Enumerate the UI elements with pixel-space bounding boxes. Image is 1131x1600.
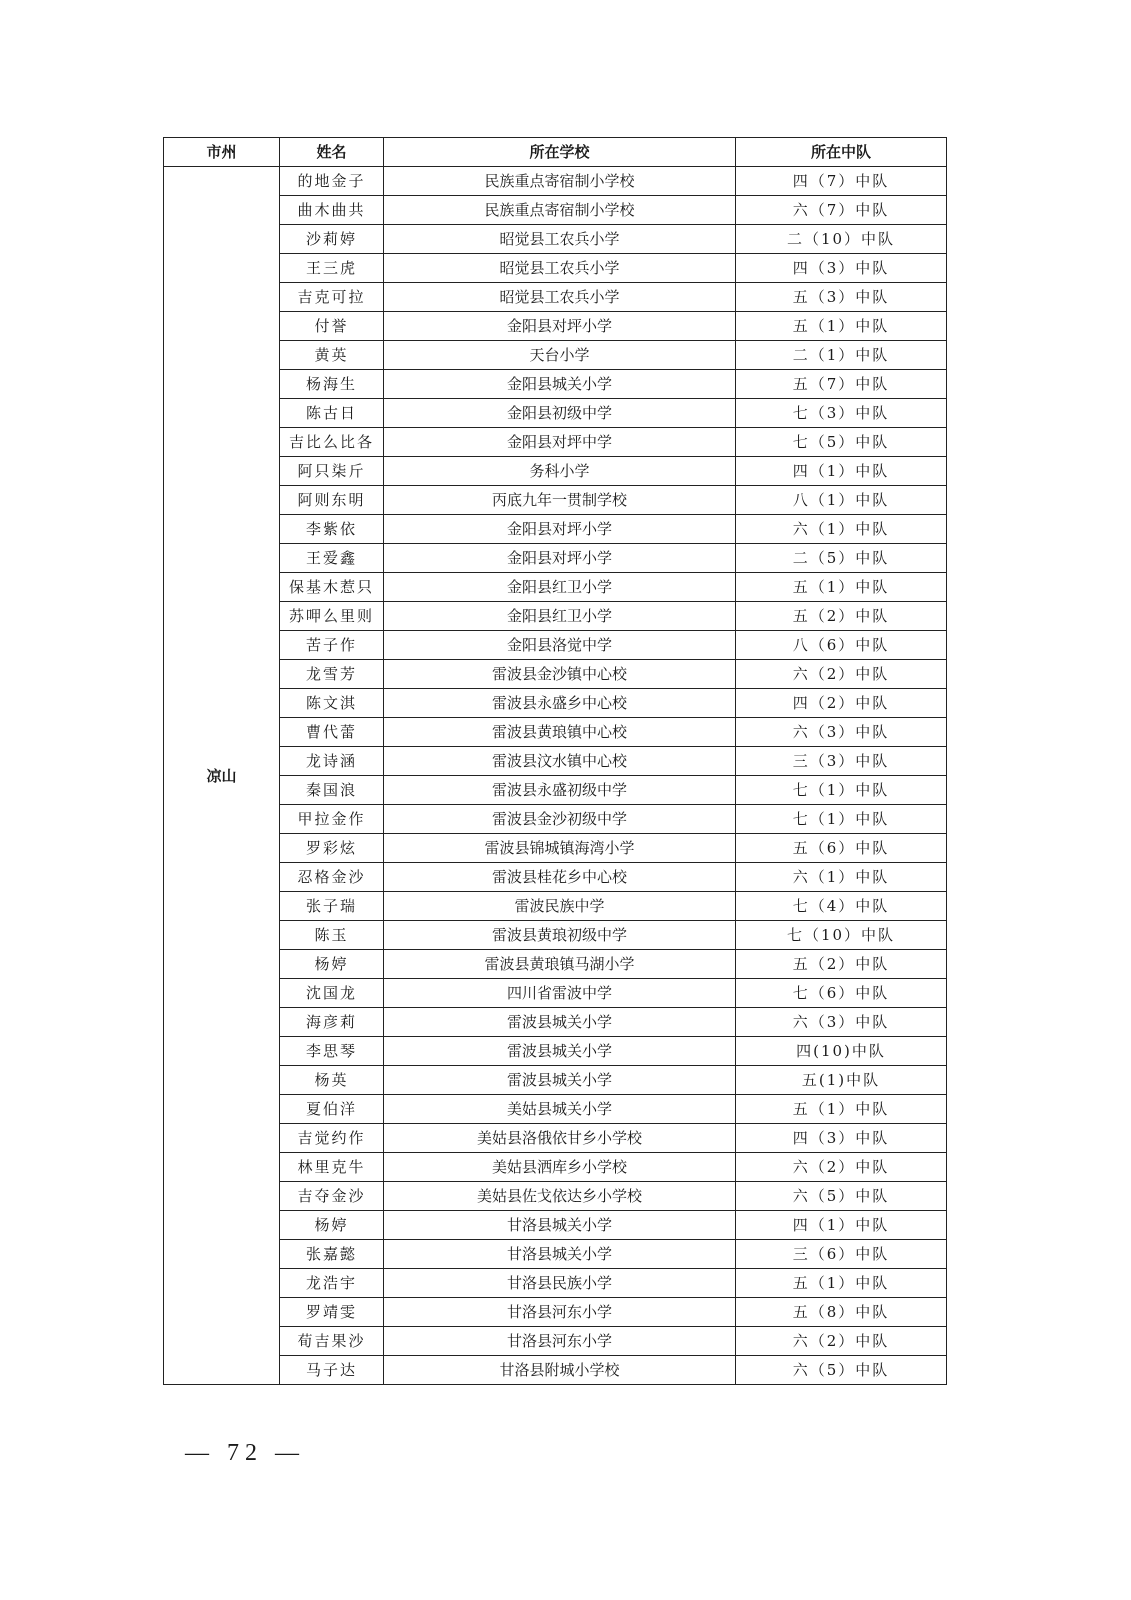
squad-cell: 四(10)中队 [736, 1037, 947, 1066]
squad-cell: 六（3）中队 [736, 718, 947, 747]
squad-cell: 六（1）中队 [736, 515, 947, 544]
student-name-cell: 吉克可拉 [280, 283, 384, 312]
student-name-cell: 龙雪芳 [280, 660, 384, 689]
school-cell: 金阳县对坪小学 [384, 515, 736, 544]
school-cell: 民族重点寄宿制小学校 [384, 196, 736, 225]
student-name-cell: 陈玉 [280, 921, 384, 950]
school-cell: 金阳县红卫小学 [384, 602, 736, 631]
squad-cell: 三（3）中队 [736, 747, 947, 776]
student-name-cell: 吉夺金沙 [280, 1182, 384, 1211]
student-name-cell: 罗靖雯 [280, 1298, 384, 1327]
table-row [164, 1124, 947, 1153]
student-name-cell: 苏呷么里则 [280, 602, 384, 631]
table-row [164, 225, 947, 254]
student-name-cell: 马子达 [280, 1356, 384, 1385]
table-row [164, 805, 947, 834]
squad-cell: 三（6）中队 [736, 1240, 947, 1269]
squad-cell: 四（1）中队 [736, 1211, 947, 1240]
table-row [164, 602, 947, 631]
student-name-cell: 罗彩炫 [280, 834, 384, 863]
student-name-cell: 夏伯洋 [280, 1095, 384, 1124]
student-name-cell: 沙莉婷 [280, 225, 384, 254]
school-cell: 雷波县城关小学 [384, 1066, 736, 1095]
table-row [164, 1356, 947, 1385]
squad-cell: 五（6）中队 [736, 834, 947, 863]
squad-cell: 六（7）中队 [736, 196, 947, 225]
table-row [164, 457, 947, 486]
student-name-cell: 李紫依 [280, 515, 384, 544]
squad-cell: 五（8）中队 [736, 1298, 947, 1327]
student-name-cell: 忍格金沙 [280, 863, 384, 892]
student-name-cell: 付誉 [280, 312, 384, 341]
header-squad: 所在中队 [736, 138, 947, 167]
table-row [164, 1327, 947, 1356]
table-row [164, 747, 947, 776]
table-row [164, 834, 947, 863]
school-cell: 金阳县洛觉中学 [384, 631, 736, 660]
squad-cell: 七（10）中队 [736, 921, 947, 950]
student-name-cell: 阿只柒斤 [280, 457, 384, 486]
school-cell: 美姑县佐戈依达乡小学校 [384, 1182, 736, 1211]
student-name-cell: 张子瑞 [280, 892, 384, 921]
table-row [164, 312, 947, 341]
table-row [164, 863, 947, 892]
roster-body [164, 167, 947, 1385]
table-row [164, 196, 947, 225]
school-cell: 甘洛县河东小学 [384, 1327, 736, 1356]
student-name-cell: 阿则东明 [280, 486, 384, 515]
page-number: — 72 — [185, 1440, 305, 1466]
student-name-cell: 陈文淇 [280, 689, 384, 718]
header-row [164, 138, 947, 167]
student-name-cell: 林里克牛 [280, 1153, 384, 1182]
student-name-cell: 龙诗涵 [280, 747, 384, 776]
squad-cell: 五（1）中队 [736, 312, 947, 341]
squad-cell: 六（5）中队 [736, 1356, 947, 1385]
table-row [164, 921, 947, 950]
table-row [164, 689, 947, 718]
student-name-cell: 秦国浪 [280, 776, 384, 805]
squad-cell: 六（2）中队 [736, 660, 947, 689]
school-cell: 雷波县永盛乡中心校 [384, 689, 736, 718]
table-row [164, 428, 947, 457]
student-name-cell: 苦子作 [280, 631, 384, 660]
student-name-cell: 黄英 [280, 341, 384, 370]
school-cell: 四川省雷波中学 [384, 979, 736, 1008]
school-cell: 雷波县金沙镇中心校 [384, 660, 736, 689]
table-row [164, 1095, 947, 1124]
school-cell: 雷波县金沙初级中学 [384, 805, 736, 834]
student-name-cell: 龙浩宇 [280, 1269, 384, 1298]
student-name-cell: 王爱鑫 [280, 544, 384, 573]
student-name-cell: 保基木惹只 [280, 573, 384, 602]
squad-cell: 六（2）中队 [736, 1153, 947, 1182]
squad-cell: 二（10）中队 [736, 225, 947, 254]
school-cell: 金阳县对坪小学 [384, 544, 736, 573]
table-row [164, 515, 947, 544]
squad-cell: 七（1）中队 [736, 805, 947, 834]
squad-cell: 五（1）中队 [736, 573, 947, 602]
table-row [164, 718, 947, 747]
squad-cell: 六（3）中队 [736, 1008, 947, 1037]
header-school: 所在学校 [384, 138, 736, 167]
table-row [164, 254, 947, 283]
table-row [164, 573, 947, 602]
squad-cell: 五（7）中队 [736, 370, 947, 399]
school-cell: 美姑县城关小学 [384, 1095, 736, 1124]
student-name-cell: 吉比么比各 [280, 428, 384, 457]
school-cell: 务科小学 [384, 457, 736, 486]
school-cell: 昭觉县工农兵小学 [384, 254, 736, 283]
city-cell: 凉山 [164, 167, 280, 1385]
squad-cell: 二（5）中队 [736, 544, 947, 573]
squad-cell: 四（7）中队 [736, 167, 947, 196]
student-name-cell: 杨海生 [280, 370, 384, 399]
table-row [164, 486, 947, 515]
school-cell: 雷波县桂花乡中心校 [384, 863, 736, 892]
student-name-cell: 曲木曲共 [280, 196, 384, 225]
school-cell: 甘洛县城关小学 [384, 1240, 736, 1269]
table-row [164, 1211, 947, 1240]
squad-cell: 八（1）中队 [736, 486, 947, 515]
table-row [164, 660, 947, 689]
squad-cell: 四（2）中队 [736, 689, 947, 718]
school-cell: 甘洛县附城小学校 [384, 1356, 736, 1385]
squad-cell: 二（1）中队 [736, 341, 947, 370]
header-city: 市州 [164, 138, 280, 167]
school-cell: 雷波民族中学 [384, 892, 736, 921]
school-cell: 甘洛县城关小学 [384, 1211, 736, 1240]
school-cell: 雷波县黄琅镇马湖小学 [384, 950, 736, 979]
school-cell: 雷波县永盛初级中学 [384, 776, 736, 805]
squad-cell: 四（1）中队 [736, 457, 947, 486]
school-cell: 天台小学 [384, 341, 736, 370]
school-cell: 昭觉县工农兵小学 [384, 225, 736, 254]
squad-cell: 五（1）中队 [736, 1269, 947, 1298]
squad-cell: 七（3）中队 [736, 399, 947, 428]
school-cell: 雷波县锦城镇海湾小学 [384, 834, 736, 863]
school-cell: 金阳县对坪中学 [384, 428, 736, 457]
squad-cell: 六（2）中队 [736, 1327, 947, 1356]
table-row [164, 341, 947, 370]
school-cell: 雷波县城关小学 [384, 1008, 736, 1037]
student-name-cell: 的地金子 [280, 167, 384, 196]
squad-cell: 七（1）中队 [736, 776, 947, 805]
table-row [164, 283, 947, 312]
school-cell: 丙底九年一贯制学校 [384, 486, 736, 515]
school-cell: 金阳县初级中学 [384, 399, 736, 428]
header-name: 姓名 [280, 138, 384, 167]
student-name-cell: 曹代蕾 [280, 718, 384, 747]
table-row [164, 950, 947, 979]
student-name-cell: 杨婷 [280, 950, 384, 979]
table-row [164, 1153, 947, 1182]
student-name-cell: 海彦莉 [280, 1008, 384, 1037]
student-name-cell: 杨婷 [280, 1211, 384, 1240]
school-cell: 金阳县城关小学 [384, 370, 736, 399]
table-row [164, 892, 947, 921]
school-cell: 昭觉县工农兵小学 [384, 283, 736, 312]
table-row [164, 1240, 947, 1269]
student-name-cell: 王三虎 [280, 254, 384, 283]
school-cell: 雷波县汶水镇中心校 [384, 747, 736, 776]
squad-cell: 四（3）中队 [736, 1124, 947, 1153]
school-cell: 雷波县城关小学 [384, 1037, 736, 1066]
squad-cell: 七（6）中队 [736, 979, 947, 1008]
student-name-cell: 杨英 [280, 1066, 384, 1095]
squad-cell: 五(1)中队 [736, 1066, 947, 1095]
table-row [164, 1182, 947, 1211]
school-cell: 金阳县红卫小学 [384, 573, 736, 602]
school-cell: 甘洛县民族小学 [384, 1269, 736, 1298]
table-row [164, 1037, 947, 1066]
table-row [164, 1008, 947, 1037]
student-name-cell: 陈古日 [280, 399, 384, 428]
school-cell: 甘洛县河东小学 [384, 1298, 736, 1327]
squad-cell: 六（1）中队 [736, 863, 947, 892]
school-cell: 美姑县洒库乡小学校 [384, 1153, 736, 1182]
student-name-cell: 甲拉金作 [280, 805, 384, 834]
school-cell: 雷波县黄琅初级中学 [384, 921, 736, 950]
squad-cell: 七（4）中队 [736, 892, 947, 921]
student-name-cell: 李思琴 [280, 1037, 384, 1066]
table-row [164, 544, 947, 573]
school-cell: 雷波县黄琅镇中心校 [384, 718, 736, 747]
squad-cell: 七（5）中队 [736, 428, 947, 457]
squad-cell: 五（2）中队 [736, 602, 947, 631]
student-name-cell: 沈国龙 [280, 979, 384, 1008]
squad-cell: 六（5）中队 [736, 1182, 947, 1211]
school-cell: 金阳县对坪小学 [384, 312, 736, 341]
student-name-cell: 张嘉懿 [280, 1240, 384, 1269]
table-row [164, 631, 947, 660]
table-row [164, 167, 947, 196]
student-name-cell: 吉觉约作 [280, 1124, 384, 1153]
squad-cell: 五（2）中队 [736, 950, 947, 979]
squad-cell: 五（3）中队 [736, 283, 947, 312]
squad-cell: 八（6）中队 [736, 631, 947, 660]
squad-cell: 五（1）中队 [736, 1095, 947, 1124]
table-row [164, 1269, 947, 1298]
student-name-cell: 荀吉果沙 [280, 1327, 384, 1356]
table-row [164, 399, 947, 428]
squad-cell: 四（3）中队 [736, 254, 947, 283]
table-row [164, 1066, 947, 1095]
table-row [164, 1298, 947, 1327]
table-row [164, 979, 947, 1008]
school-cell: 美姑县洛俄依甘乡小学校 [384, 1124, 736, 1153]
roster-table [163, 137, 947, 1385]
table-row [164, 776, 947, 805]
school-cell: 民族重点寄宿制小学校 [384, 167, 736, 196]
table-row [164, 370, 947, 399]
